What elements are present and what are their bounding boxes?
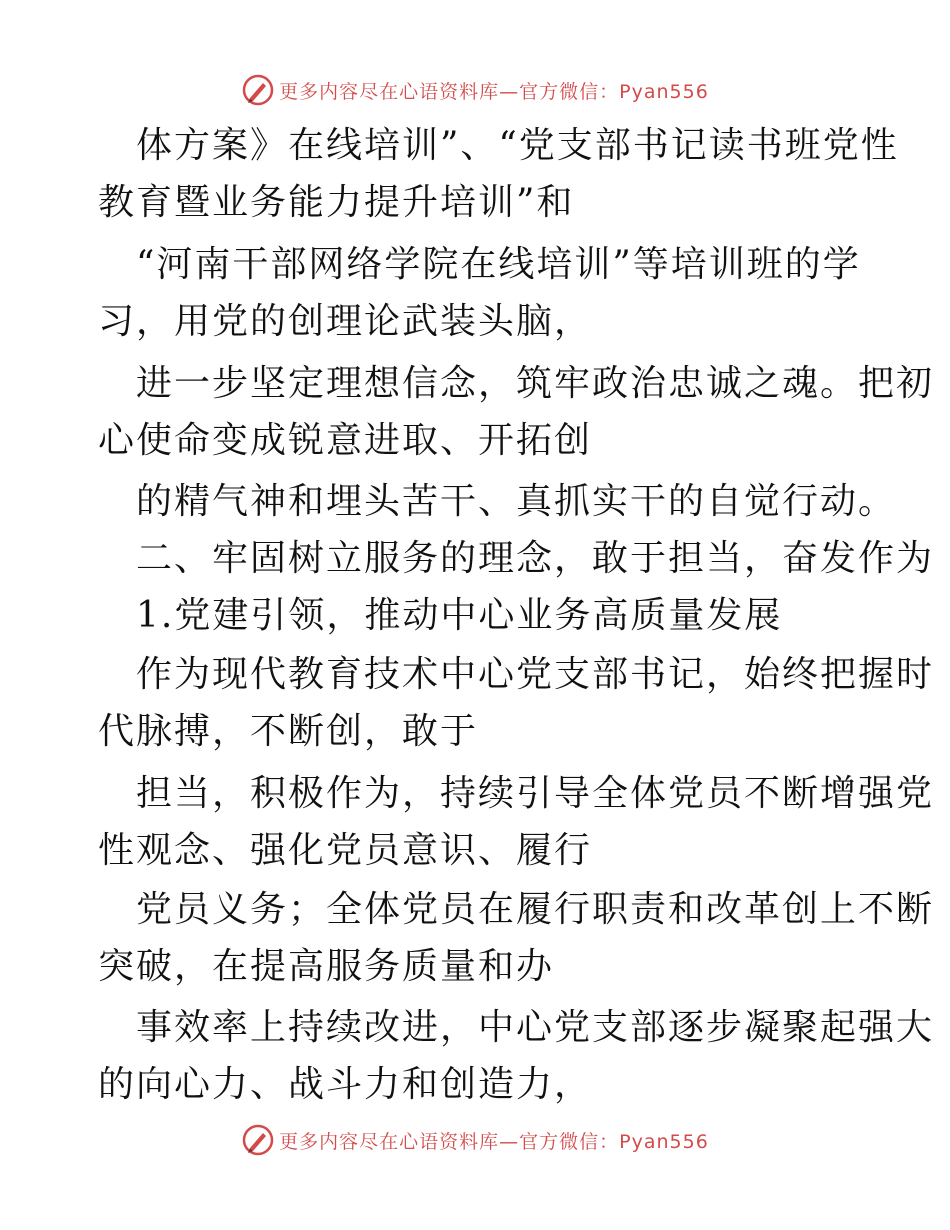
pen-logo-icon [241, 73, 275, 107]
text-line: 作为现代教育技术中心党支部书记，始终把握时 [136, 654, 935, 695]
text-line: 教育暨业务能力提升培训”和 [98, 182, 575, 223]
header-watermark-banner [0, 70, 950, 110]
text-line: 的精气神和埋头苦干、真抓实干的自觉行动。 [136, 481, 897, 522]
text-line: 代脉搏，不断创，敢于 [98, 711, 479, 752]
text-line: 的向心力、战斗力和创造力， [98, 1064, 593, 1105]
text-line: 心使命变成锐意进取、开拓创 [98, 420, 593, 461]
watermark-text: 更多内容尽在心语资料库—官方微信：Pyan556 [279, 1130, 709, 1153]
text-line: 性观念、强化党员意识、履行 [98, 830, 593, 871]
watermark-text: 更多内容尽在心语资料库—官方微信：Pyan556 [279, 80, 709, 103]
text-line: 习，用党的创理论武装头脑， [98, 301, 593, 342]
subsection-heading: 1.党建引领，推动中心业务高质量发展 [136, 595, 783, 636]
text-line: 担当，积极作为，持续引导全体党员不断增强党 [136, 773, 935, 814]
text-line: 突破，在提高服务质量和办 [98, 946, 555, 987]
footer-watermark-banner [0, 1120, 950, 1160]
text-line: “河南干部网络学院在线培训”等培训班的学 [136, 244, 861, 285]
pen-logo-icon [241, 1123, 275, 1157]
text-line: 体方案》在线培训”、“党支部书记读书班党性 [136, 125, 899, 166]
text-line: 党员义务；全体党员在履行职责和改革创上不断 [136, 889, 935, 930]
text-line: 事效率上持续改进，中心党支部逐步凝聚起强大 [136, 1007, 935, 1048]
text-line: 进一步坚定理想信念，筑牢政治忠诚之魂。把初 [136, 363, 935, 404]
section-heading: 二、牢固树立服务的理念，敢于担当，奋发作为 [136, 538, 935, 579]
